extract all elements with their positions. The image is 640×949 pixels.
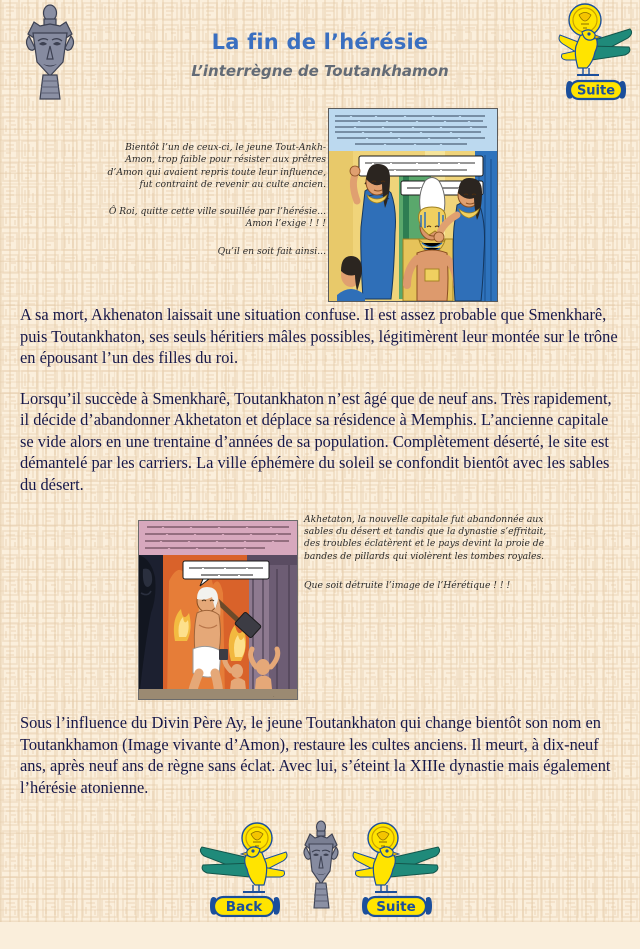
intro-caption-paragraph: Bientôt l’un de ceux-ci, le jeune Tout-Ankh-Amon, trop faible pour résister aux prêtres d’Amon qui avaient repris toute leur influence, fut contraint de revenir au culte ancien.	[107, 142, 326, 190]
horus-falcon-back-button[interactable]	[198, 821, 290, 917]
body-top	[0, 304, 640, 495]
comic-panel-tutankhamun-throne[interactable]	[328, 108, 498, 302]
body-paragraph-2: Lorsqu’il succède à Smenkharê, Toutankhaton n’est âgé que de neuf ans. Très rapidement, il décide d’abandonner Akhetaton et déplace sa résidence à Memphis. L’ancienne capitale se vide alors en une trentaine d’années de sa population. Complètement déserté, le site est démantelé par les carriers. La ville éphémère du soleil se confondit bientôt avec les sables du désert.	[20, 388, 612, 494]
body-paragraph-1: A sa mort, Akhenaton laissait une situation confuse. Il est assez probable que Smenkharê, puis Toutankhaton, ses seuls héritiers mâles possibles, légitimèrent leur montée sur le trône en épousant l’un des filles du roi.	[20, 305, 618, 367]
intro-quote-1: Ô Roi, quitte cette ville souillée par l’hérésie... Amon l’exige ! ! !	[108, 206, 326, 230]
comic-panel-destruction-of-akhetaton[interactable]	[138, 520, 298, 700]
back-button-label: Back	[225, 899, 263, 915]
mid-section	[0, 514, 640, 712]
mid-caption-block	[304, 514, 560, 592]
horus-falcon-suite-button[interactable]	[350, 821, 442, 917]
intro-quote-2: Qu’il en soit fait ainsi...	[217, 245, 326, 257]
body-paragraph-3: Sous l’influence du Divin Père Ay, le jeune Toutankhaton qui change bientôt son nom en Toutankhamon (Image vivante d’Amon), restaure les cultes anciens. Il meurt, à dix-neuf ans, après neuf ans de règne sans éclat. Avec lui, s’éteint la XIIIe dynastie mais également l’hérésie atonienne.	[20, 713, 611, 797]
suite-button-label: Suite	[576, 83, 616, 99]
footer-navigation	[0, 817, 640, 949]
page-header	[0, 0, 640, 104]
page-subtitle: L’interrègne de Toutankhamon	[191, 62, 449, 80]
page-title: La fin de l’hérésie	[211, 30, 429, 54]
body-bottom	[0, 712, 640, 798]
intro-caption-block	[104, 142, 326, 258]
horus-falcon-suite-button[interactable]	[558, 2, 634, 102]
mid-quote-1: Que soit détruite l’image de l’Hérétique ! ! !	[304, 579, 511, 591]
svg-text:.: .	[273, 693, 275, 699]
intro-section	[0, 104, 640, 304]
pharaoh-mask-statue-icon	[297, 819, 345, 911]
mid-caption-paragraph: Akhetaton, la nouvelle capitale fut abandonnée aux sables du désert et tandis que la dynastie s’effritait, des troubles éclatèrent et le pays devint la proie de bandes de pillards qui violèrent les tombes royales.	[304, 514, 547, 562]
suite-button-label: Suite	[376, 899, 416, 915]
